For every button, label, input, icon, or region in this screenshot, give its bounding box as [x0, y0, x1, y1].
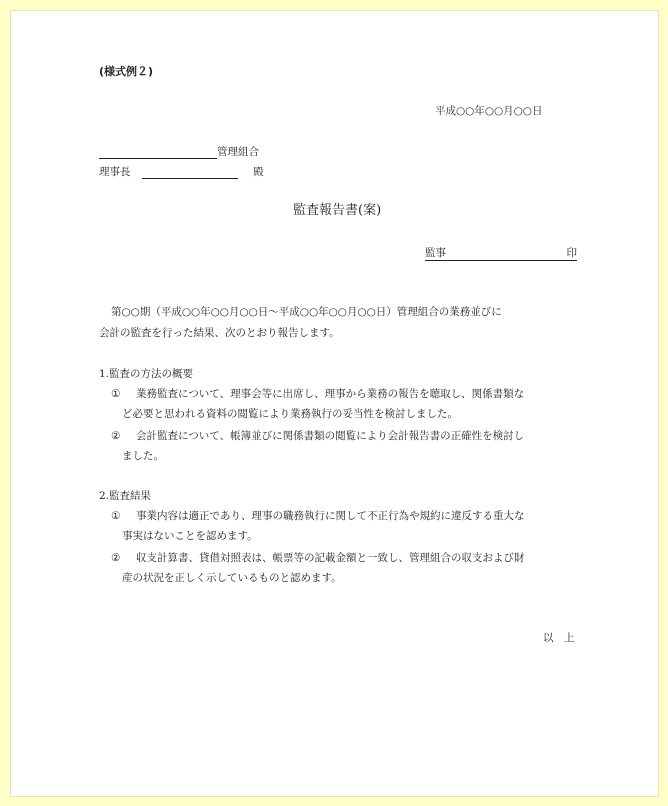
chairman-name-blank	[142, 166, 238, 179]
section1-item1-line2: ど必要と思われる資料の閲覧により業務執行の妥当性を検討しました。	[122, 408, 458, 420]
document-title: 監査報告書(案)	[293, 203, 382, 218]
document-date: 平成○○年○○月○○日	[435, 105, 543, 117]
section2-item2-number: ②	[111, 552, 121, 564]
section1-heading: 1.監査の方法の概要	[99, 368, 194, 380]
section1-item1-line1: 業務監査について、理事会等に出席し、理事から業務の報告を聴取し、関係書類な	[136, 388, 525, 400]
section1-item2-line1: 会計監査について、帳簿並びに関係書類の閲覧により会計報告書の正確性を検討し	[136, 430, 525, 442]
seal-mark: 印	[566, 247, 577, 259]
association-label: 管理組合	[217, 146, 259, 158]
intro-line-1: 第○○期（平成○○年○○月○○日～平成○○年○○月○○日）管理組合の業務並びに	[111, 306, 502, 318]
section2-heading: 2.監査結果	[99, 490, 152, 502]
closing-mark: 以 上	[543, 632, 575, 644]
intro-line-2: 会計の監査を行った結果、次のとおり報告します。	[99, 327, 340, 339]
section2-item1-line2: 事実はないことを認めます。	[122, 530, 258, 542]
association-name-blank	[99, 146, 217, 159]
auditor-label: 監事	[425, 247, 446, 259]
chairman-suffix: 殿	[253, 166, 264, 178]
section1-item2-line2: ました。	[122, 450, 164, 462]
section1-item2-number: ②	[111, 430, 121, 442]
chairman-line	[99, 165, 264, 179]
auditor-line	[425, 246, 577, 261]
section2-item2-line2: 産の状況を正しく示しているものと認めます。	[122, 572, 342, 584]
document-page	[10, 10, 659, 797]
section1-item1-number: ①	[111, 388, 121, 400]
association-line	[99, 145, 259, 159]
chairman-prefix: 理事長	[99, 166, 131, 178]
section2-item1-line1: 事業内容は適正であり、理事の職務執行に関して不正行為や規約に違反する重大な	[136, 510, 525, 522]
form-label: (様式例２)	[99, 65, 154, 78]
section2-item1-number: ①	[111, 510, 121, 522]
section2-item2-line1: 収支計算書、貸借対照表は、帳票等の記載金額と一致し、管理組合の収支および財	[136, 552, 525, 564]
